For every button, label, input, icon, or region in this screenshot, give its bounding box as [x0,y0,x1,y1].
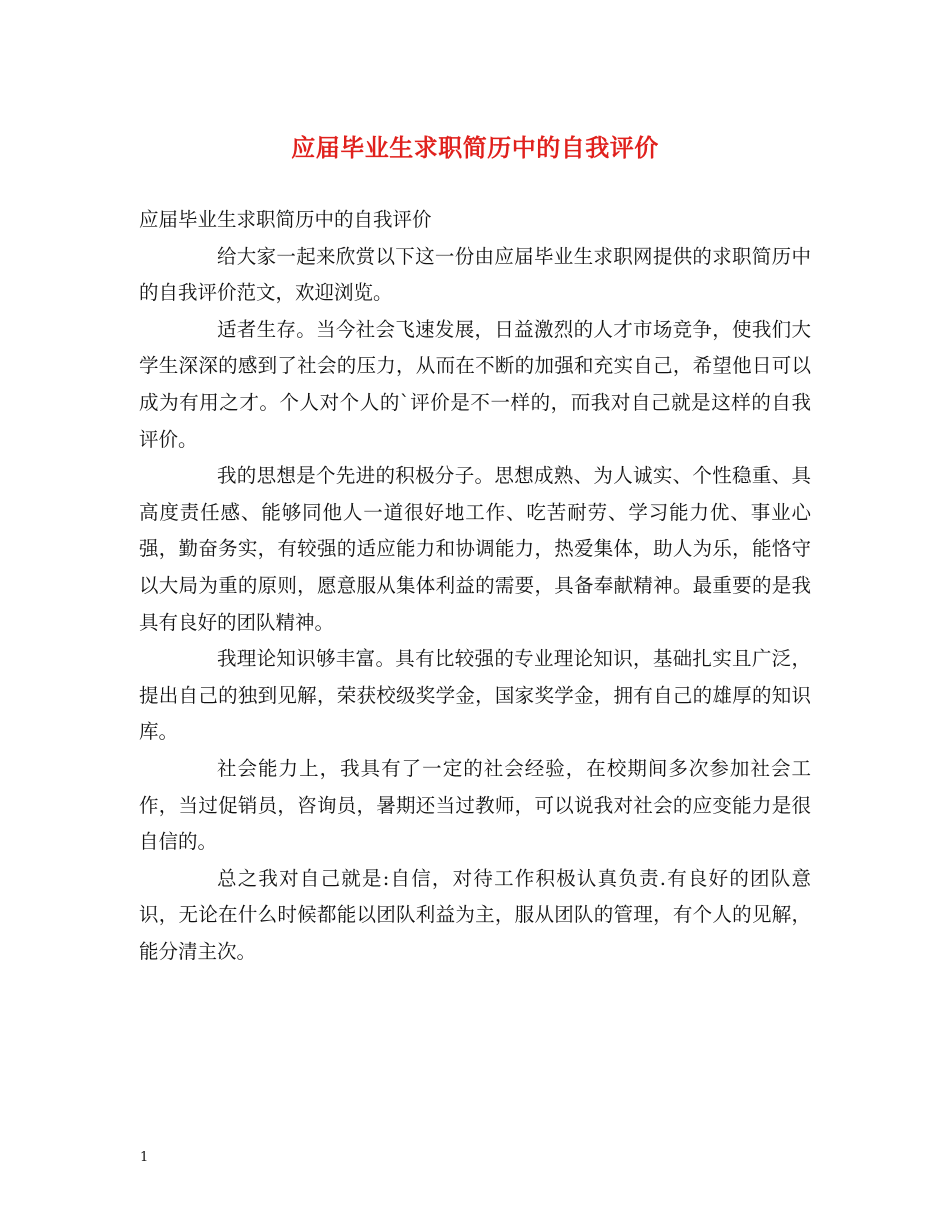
paragraph-knowledge: 我理论知识够丰富。具有比较强的专业理论知识，基础扎实且广泛，提出自己的独到见解，荣获校级奖学金，国家奖学金，拥有自己的雄厚的知识库。 [139,647,811,744]
page-number: 1 [140,1150,149,1165]
paragraph-thinking: 我的思想是个先进的积极分子。思想成熟、为人诚实、个性稳重、具高度责任感、能够同他人一道很好地工作、吃苦耐劳、学习能力优、事业心强，勤奋务实，有较强的适应能力和协调能力，热爱集体，助人为乐，能恪守以大局为重的原则，愿意服从集体利益的需要，具备奉献精神。最重要的是我具有良好的团队精神。 [139,464,811,634]
paragraph-intro: 给大家一起来欣赏以下这一份由应届毕业生求职网提供的求职简历中的自我评价范文，欢迎浏览。 [139,244,811,305]
document-body [139,202,811,970]
document-subtitle: 应届毕业生求职简历中的自我评价 [139,208,432,231]
paragraph-social-ability: 社会能力上，我具有了一定的社会经验，在校期间多次参加社会工作，当过促销员，咨询员，暑期还当过教师，可以说我对社会的应变能力是很自信的。 [139,756,811,854]
paragraph-survival: 适者生存。当今社会飞速发展，日益激烈的人才市场竞争，使我们大学生深深的感到了社会的压力，从而在不断的加强和充实自己，希望他日可以成为有用之才。个人对个人的`评价是不一样的，而我对自己就是这样的自我评价。 [139,317,811,451]
paragraph-conclusion: 总之我对自己就是:自信，对待工作积极认真负责.有良好的团队意识，无论在什么时候都能以团队利益为主，服从团队的管理，有个人的见解，能分清主次。 [139,866,811,963]
document-title: 应届毕业生求职简历中的自我评价 [291,133,659,162]
